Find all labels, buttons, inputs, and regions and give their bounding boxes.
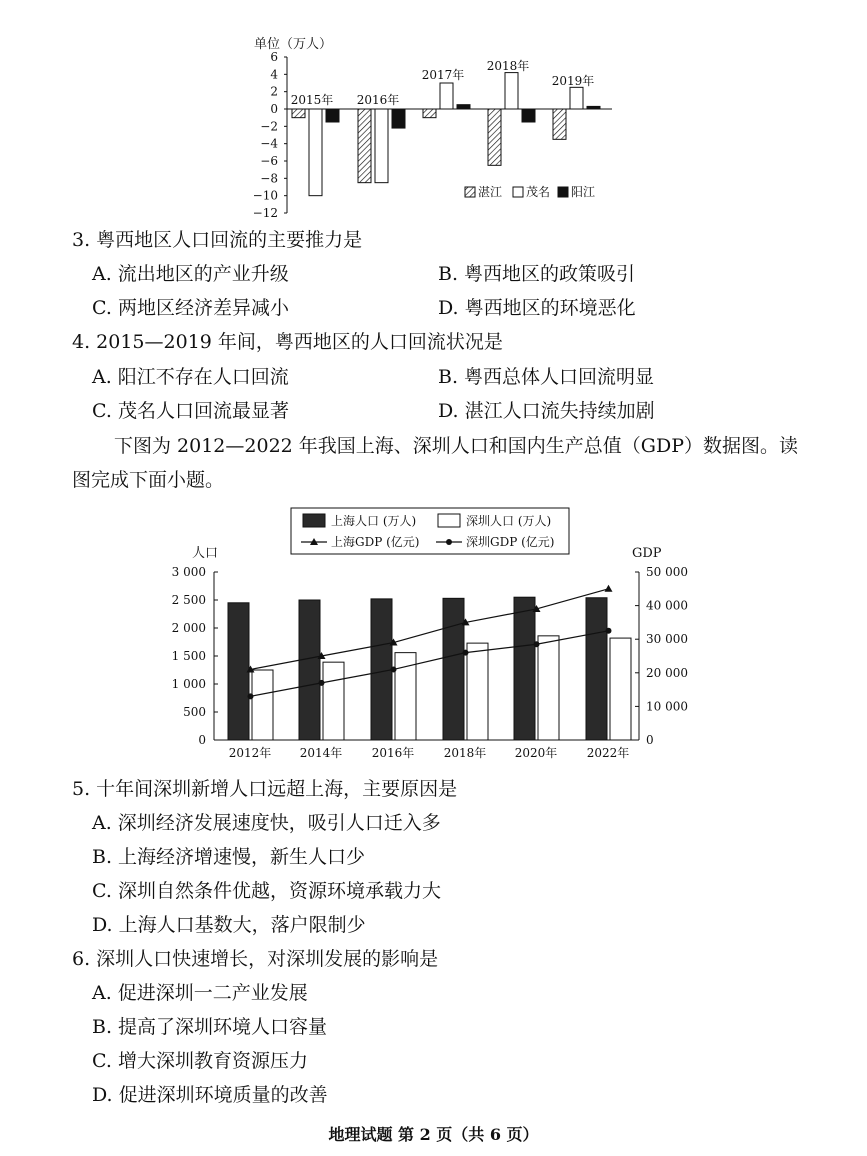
question-5-option-b[interactable]: B. 上海经济增速慢，新生人口少 — [92, 846, 366, 868]
chart2-left-tick-label: 1 000 — [171, 677, 206, 691]
chart1-bar-茂名 — [375, 109, 388, 183]
chart2-legend-label: 上海GDP (亿元) — [331, 535, 420, 549]
question-5-option-d[interactable]: D. 上海人口基数大，落户限制少 — [92, 914, 366, 936]
chart2-bar-shenzhen-population — [538, 636, 559, 740]
chart2-category-label: 2016年 — [371, 746, 415, 760]
chart1-y-tick-label: 6 — [270, 50, 278, 64]
chart1-y-tick-label: −4 — [260, 136, 278, 151]
question-5-option-c[interactable]: C. 深圳自然条件优越，资源环境承载力大 — [92, 880, 441, 902]
chart2-bar-shanghai-population — [586, 598, 607, 740]
chart2-bar-shanghai-population — [443, 598, 464, 740]
question-6-option-a[interactable]: A. 促进深圳一二产业发展 — [92, 982, 308, 1004]
chart2-right-tick-label: 20 000 — [646, 665, 688, 680]
chart2-bar-shanghai-population — [299, 600, 320, 740]
chart1-bar-阳江 — [326, 109, 339, 122]
chart2-left-tick-label: 3 000 — [171, 565, 206, 579]
chart2-intro-paragraph: 下图为 2012—2022 年我国上海、深圳人口和国内生产总值（GDP）数据图。读图完成下面小题。 — [72, 435, 798, 491]
chart2-category-label: 2020年 — [514, 746, 558, 760]
chart2-legend-label: 深圳人口 (万人) — [466, 514, 552, 528]
chart1-category-label: 2018年 — [486, 59, 530, 73]
chart2-left-axis-label: 人口 — [192, 546, 219, 561]
chart1-y-tick-label: −8 — [260, 171, 278, 186]
chart2-right-tick-label: 10 000 — [646, 699, 688, 714]
chart1-bar-阳江 — [392, 109, 405, 128]
chart2-right-tick-label: 0 — [646, 733, 654, 747]
chart1-y-tick-label: −2 — [260, 119, 278, 134]
chart1-legend-label: 茂名 — [526, 185, 551, 199]
question-6-option-b[interactable]: B. 提高了深圳环境人口容量 — [92, 1016, 328, 1038]
chart1-y-tick-label: −10 — [252, 188, 278, 203]
chart2-right-axis-label: GDP — [632, 546, 662, 561]
chart2-left-tick-label: 1 500 — [171, 649, 206, 663]
chart1-bar-茂名 — [570, 87, 583, 109]
question-5-option-a[interactable]: A. 深圳经济发展速度快，吸引人口迁入多 — [92, 812, 441, 834]
chart2-point-shenzhen-gdp — [319, 680, 325, 686]
chart1-category-label: 2015年 — [290, 93, 334, 107]
chart1-category-label: 2019年 — [551, 74, 595, 88]
chart2-category-label: 2018年 — [443, 746, 487, 760]
chart2-point-shenzhen-gdp — [391, 666, 397, 672]
shanghai-shenzhen-chart — [171, 502, 688, 770]
chart1-legend-swatch — [465, 187, 475, 197]
chart1-bar-湛江 — [488, 109, 501, 165]
chart1-bar-茂名 — [505, 73, 518, 109]
chart2-point-shanghai-gdp — [605, 585, 613, 592]
chart2-category-label: 2012年 — [228, 746, 272, 760]
chart2-left-tick-label: 500 — [183, 705, 206, 719]
question-5-stem: 5. 十年间深圳新增人口远超上海，主要原因是 — [72, 778, 458, 800]
chart1-y-tick-label: −12 — [252, 206, 278, 220]
chart1-legend-label: 阳江 — [571, 185, 596, 199]
chart2-left-tick-label: 2 000 — [171, 621, 206, 635]
chart2-bar-shanghai-population — [228, 603, 249, 740]
chart2-bar-shenzhen-population — [252, 670, 273, 740]
chart2-point-shenzhen-gdp — [534, 641, 540, 647]
chart2-right-tick-label: 40 000 — [646, 598, 688, 613]
question-3-option-a[interactable]: A. 流出地区的产业升级 — [92, 263, 289, 285]
chart1-bar-阳江 — [587, 106, 600, 109]
chart2-left-tick-label: 0 — [198, 733, 206, 747]
question-4-stem: 4. 2015—2019 年间，粤西地区的人口回流状况是 — [72, 331, 503, 353]
chart1-y-axis-label: 单位（万人） — [254, 37, 333, 52]
chart1-y-tick-label: −6 — [260, 154, 278, 168]
chart1-legend-swatch — [513, 187, 523, 197]
chart2-legend-swatch-shanghai-population — [303, 514, 325, 527]
chart2-left-tick-label: 2 500 — [171, 593, 206, 607]
chart1-y-tick-label: 4 — [270, 67, 278, 82]
question-4-option-b[interactable]: B. 粤西总体人口回流明显 — [438, 366, 655, 388]
chart1-bar-阳江 — [457, 105, 470, 109]
chart2-right-tick-label: 50 000 — [646, 565, 688, 579]
question-4-option-a[interactable]: A. 阳江不存在人口回流 — [92, 366, 289, 388]
question-6-option-d[interactable]: D. 促进深圳环境质量的改善 — [92, 1084, 328, 1106]
yuexi-population-chart — [240, 30, 620, 225]
chart1-bar-阳江 — [522, 109, 535, 122]
chart2-bar-shanghai-population — [371, 599, 392, 740]
chart1-bar-湛江 — [292, 109, 305, 118]
chart2-category-label: 2014年 — [299, 746, 343, 760]
chart2-bar-shenzhen-population — [323, 662, 344, 740]
chart2-bar-shenzhen-population — [610, 638, 631, 740]
chart2-legend-label: 深圳GDP (亿元) — [466, 535, 555, 549]
question-4-option-d[interactable]: D. 湛江人口流失持续加剧 — [438, 400, 655, 422]
chart2-legend-swatch-shenzhen-population — [438, 514, 460, 527]
chart1-bar-湛江 — [358, 109, 371, 183]
chart2-legend-marker-shenzhen-gdp — [446, 539, 452, 545]
question-3-option-b[interactable]: B. 粤西地区的政策吸引 — [438, 263, 636, 285]
question-4-option-c[interactable]: C. 茂名人口回流最显著 — [92, 400, 289, 422]
chart2-point-shenzhen-gdp — [463, 650, 469, 656]
chart1-y-tick-label: 0 — [270, 102, 278, 116]
chart2-category-label: 2022年 — [586, 746, 630, 760]
page-footer: 地理试题 第 2 页（共 6 页） — [328, 1125, 539, 1144]
question-6-stem: 6. 深圳人口快速增长，对深圳发展的影响是 — [72, 948, 439, 970]
chart1-bar-茂名 — [440, 83, 453, 109]
chart1-category-label: 2016年 — [356, 93, 400, 107]
chart2-legend-label: 上海人口 (万人) — [331, 514, 417, 528]
chart1-category-label: 2017年 — [421, 68, 465, 82]
question-3-option-c[interactable]: C. 两地区经济差异减小 — [92, 297, 289, 319]
chart2-bar-shenzhen-population — [467, 643, 488, 740]
chart1-legend-swatch — [558, 187, 568, 197]
question-3-stem: 3. 粤西地区人口回流的主要推力是 — [72, 229, 363, 251]
question-3-option-d[interactable]: D. 粤西地区的环境恶化 — [438, 297, 636, 319]
chart1-bar-湛江 — [553, 109, 566, 139]
chart2-right-tick-label: 30 000 — [646, 632, 688, 647]
chart1-legend-label: 湛江 — [478, 185, 503, 199]
chart2-bar-shanghai-population — [514, 597, 535, 740]
chart2-point-shenzhen-gdp — [248, 693, 254, 699]
chart2-bar-shenzhen-population — [395, 653, 416, 740]
chart1-bar-湛江 — [423, 109, 436, 118]
question-6-option-c[interactable]: C. 增大深圳教育资源压力 — [92, 1050, 308, 1072]
chart1-y-tick-label: 2 — [270, 84, 278, 99]
chart2-point-shenzhen-gdp — [606, 628, 612, 634]
chart1-bar-茂名 — [309, 109, 322, 196]
